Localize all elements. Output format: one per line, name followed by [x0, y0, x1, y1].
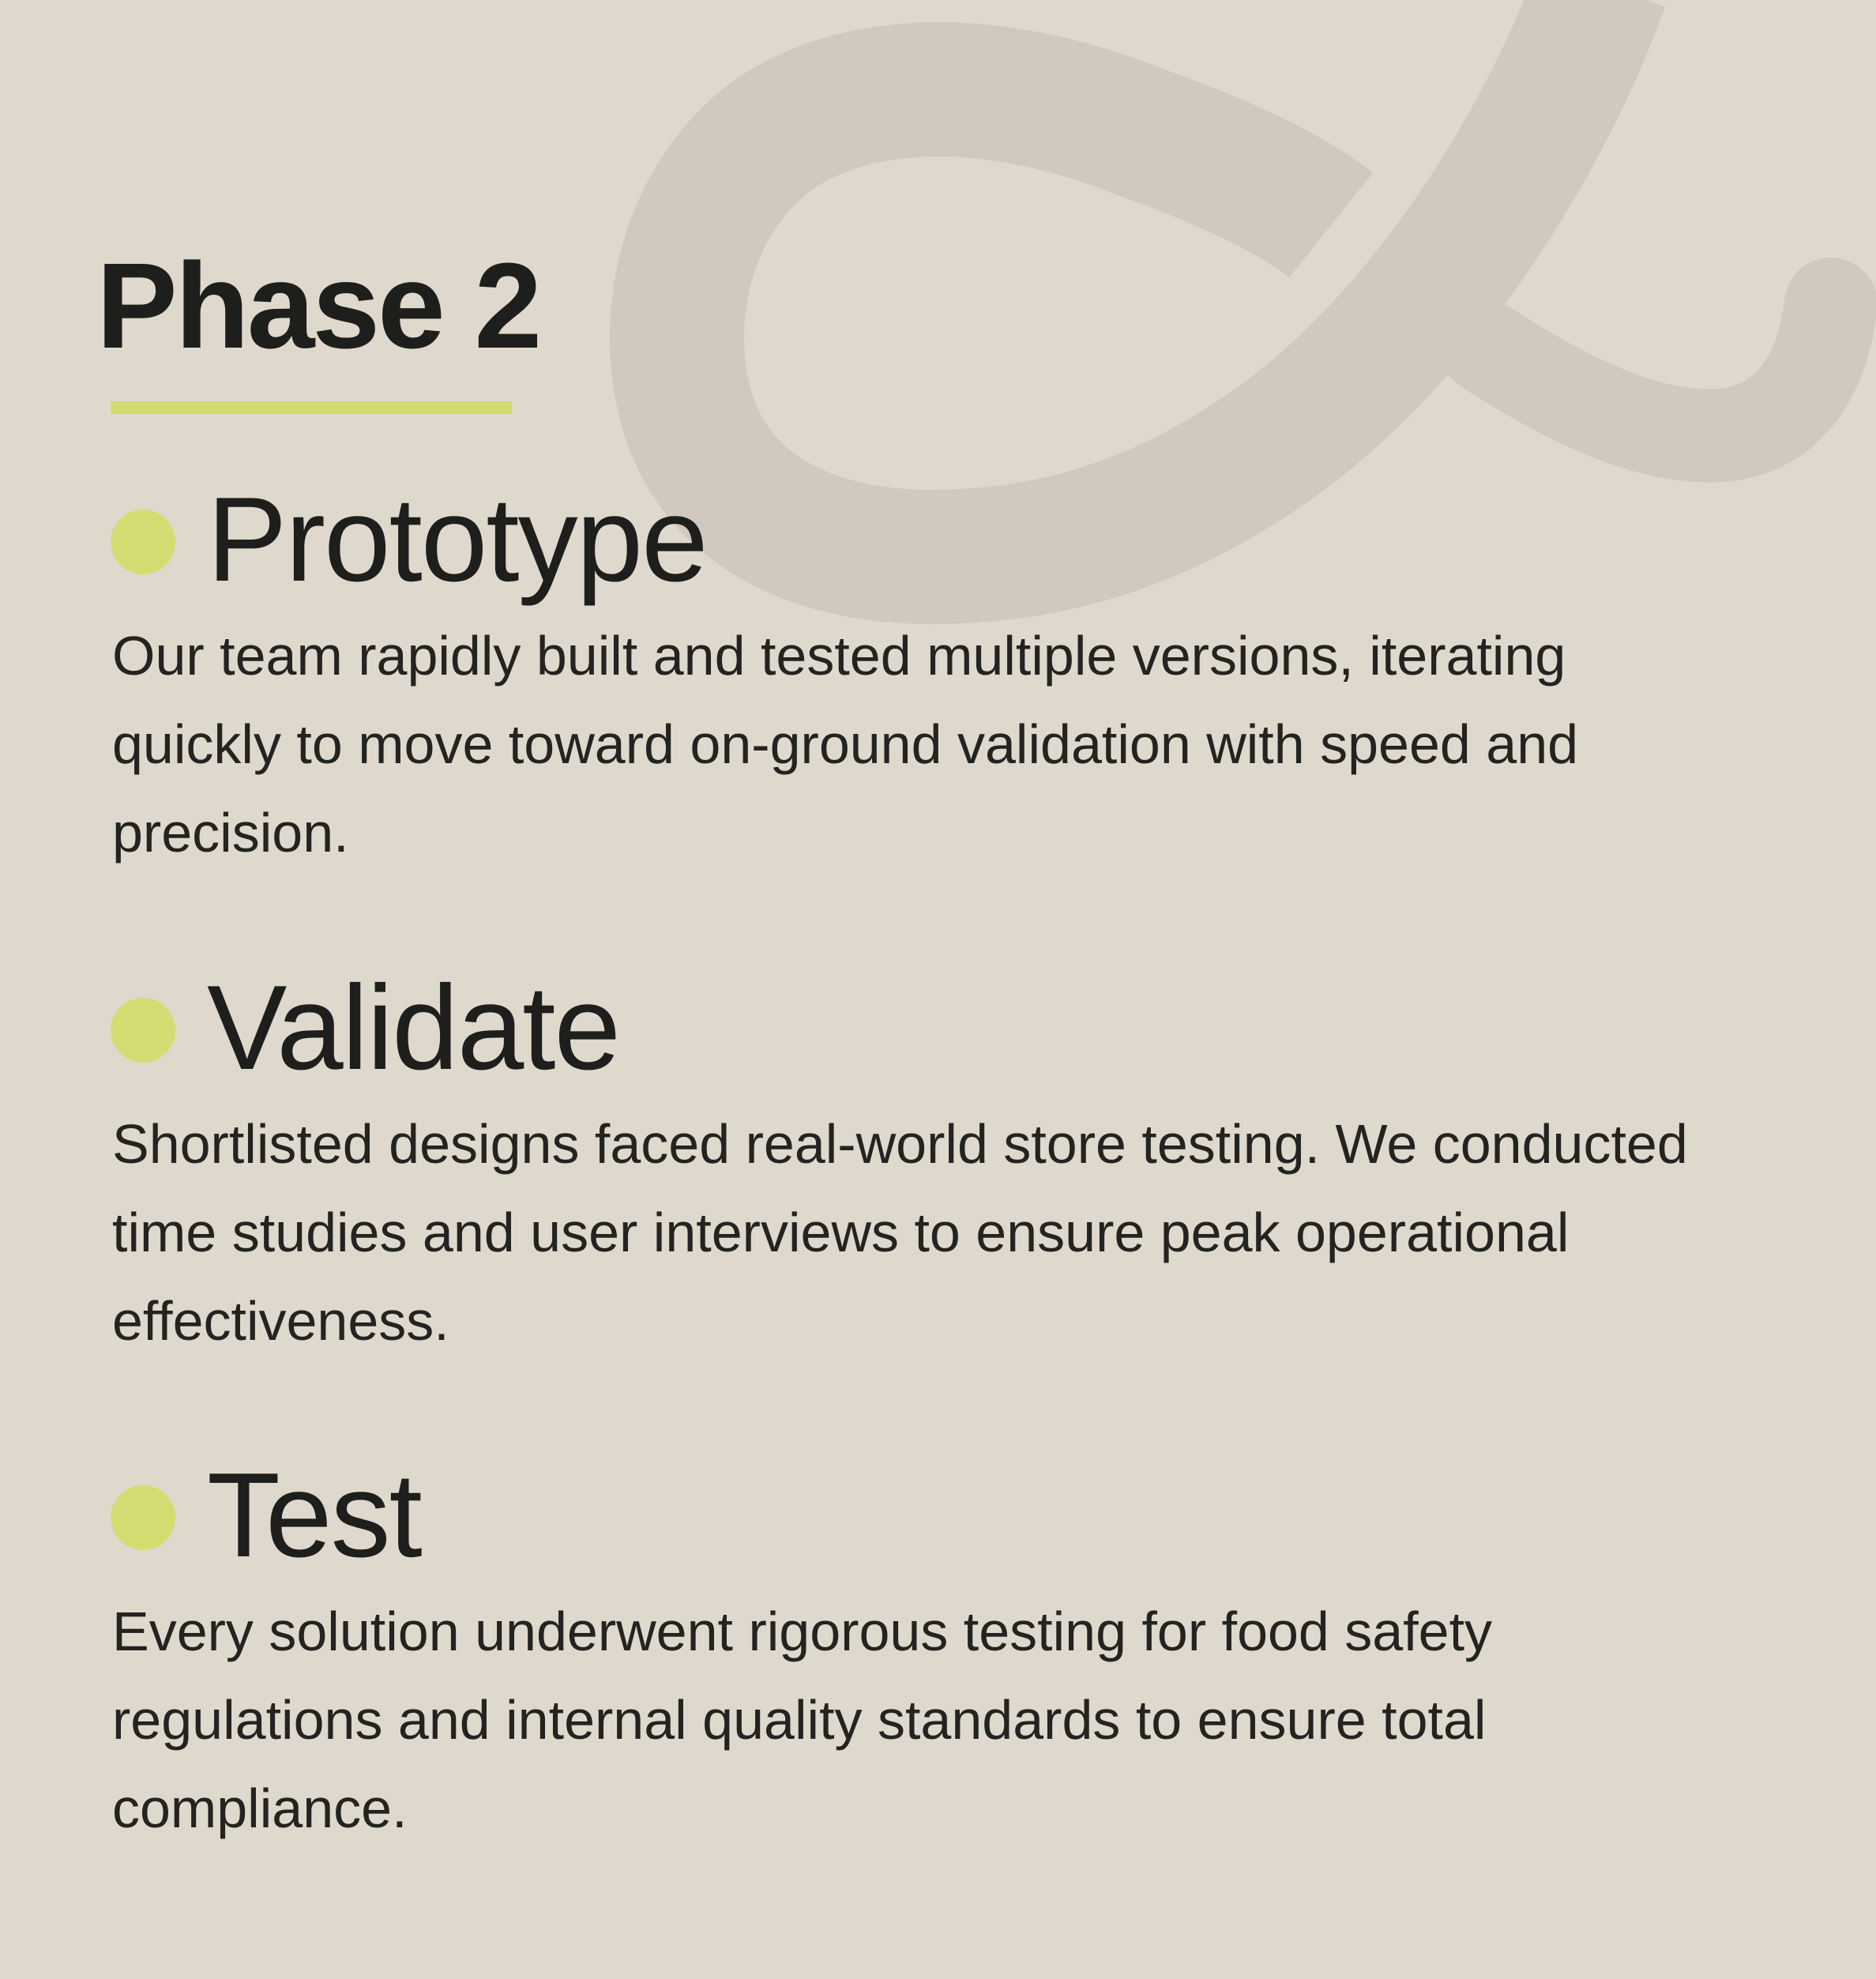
validate-title: Validate — [207, 961, 620, 1095]
test-section — [111, 1448, 1769, 1839]
title-underline — [111, 401, 512, 414]
prototype-section — [111, 472, 1769, 863]
green-dot-icon — [111, 998, 175, 1063]
validate-description: Shortlisted designs faced real-world store testing. We conducted time studies and user interviews to ensure peak operational effectiveness. — [112, 1113, 1688, 1352]
prototype-title: Prototype — [207, 472, 707, 607]
prototype-heading-row — [111, 472, 1769, 607]
prototype-description: Our team rapidly built and tested multiple versions, iterating quickly to move toward on-ground validation with speed and precision. — [112, 625, 1579, 863]
green-dot-icon — [111, 1485, 175, 1550]
test-title: Test — [207, 1448, 421, 1582]
phase-title: Phase 2 — [96, 238, 540, 374]
test-heading-row — [111, 1448, 1769, 1582]
validate-section — [111, 961, 1769, 1352]
test-description: Every solution underwent rigorous testing for food safety regulations and internal quality standards to ensure total compliance. — [112, 1601, 1493, 1839]
validate-heading-row — [111, 961, 1769, 1095]
green-dot-icon — [111, 510, 175, 574]
